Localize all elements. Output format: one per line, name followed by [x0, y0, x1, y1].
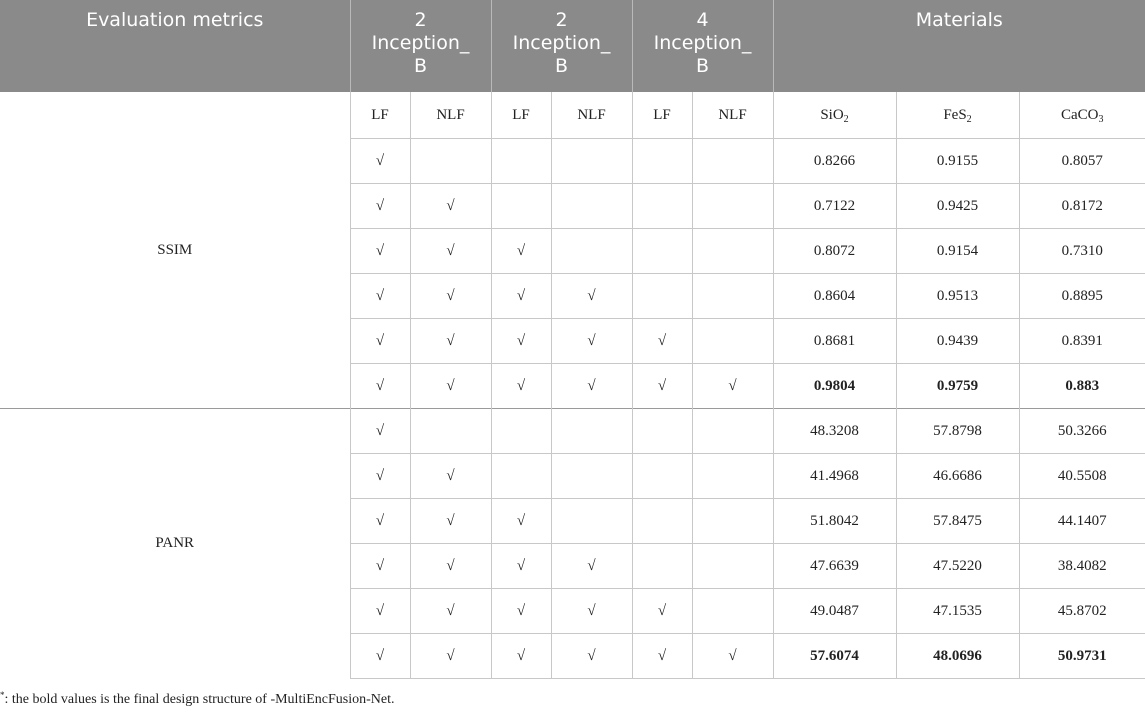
check-cell — [632, 274, 692, 319]
check-cell: √ — [491, 364, 551, 409]
value-cell: 0.7310 — [1019, 229, 1145, 274]
check-cell — [491, 409, 551, 454]
check-cell — [551, 139, 632, 184]
check-cell: √ — [491, 274, 551, 319]
group-label-panr: PANR — [0, 409, 350, 679]
value-cell: 57.8798 — [896, 409, 1019, 454]
check-cell — [632, 454, 692, 499]
check-cell — [551, 499, 632, 544]
value-cell: 47.6639 — [773, 544, 896, 589]
check-cell — [632, 184, 692, 229]
check-cell — [410, 409, 491, 454]
subheader-caco3: CaCO$_3$ — [1019, 92, 1145, 139]
check-cell — [692, 409, 773, 454]
check-cell: √ — [692, 364, 773, 409]
footnote-mark: * — [0, 690, 5, 700]
check-cell — [551, 409, 632, 454]
check-cell: √ — [410, 454, 491, 499]
subheader-sio2: SiO$_2$ — [773, 92, 896, 139]
group-label-ssim: SSIM — [157, 241, 193, 258]
check-cell: √ — [491, 319, 551, 364]
subheader-nlf-3: NLF — [692, 92, 773, 139]
value-cell: 0.9154 — [896, 229, 1019, 274]
header-block-3: 4 Inception_ B — [632, 0, 773, 92]
table-body — [0, 92, 1145, 679]
check-cell: √ — [551, 364, 632, 409]
check-cell: √ — [410, 544, 491, 589]
value-cell: 0.8057 — [1019, 139, 1145, 184]
check-cell: √ — [350, 364, 410, 409]
check-cell — [551, 184, 632, 229]
check-cell: √ — [350, 589, 410, 634]
check-cell: √ — [692, 634, 773, 679]
check-cell: √ — [350, 634, 410, 679]
footnote-text: : the bold values is the final design structure of -MultiEncFusion-Net. — [4, 692, 395, 707]
check-cell: √ — [410, 184, 491, 229]
value-cell: 0.9759 — [896, 364, 1019, 409]
check-cell: √ — [491, 229, 551, 274]
value-cell: 0.8266 — [773, 139, 896, 184]
check-cell: √ — [410, 364, 491, 409]
check-cell — [632, 139, 692, 184]
check-cell — [491, 454, 551, 499]
check-cell — [551, 229, 632, 274]
check-cell — [692, 499, 773, 544]
subheader-lf-2: LF — [491, 92, 551, 139]
check-cell: √ — [551, 319, 632, 364]
subheader-nlf-1: NLF — [410, 92, 491, 139]
check-cell — [692, 139, 773, 184]
subheader-nlf-2: NLF — [551, 92, 632, 139]
value-cell: 0.8681 — [773, 319, 896, 364]
value-cell: 44.1407 — [1019, 499, 1145, 544]
check-cell: √ — [350, 319, 410, 364]
check-cell: √ — [551, 544, 632, 589]
subheader-lf-1: LF — [350, 92, 410, 139]
value-cell: 0.9804 — [773, 364, 896, 409]
footnote — [0, 692, 394, 708]
header-block-2: 2 Inception_ B — [491, 0, 632, 92]
check-cell — [491, 139, 551, 184]
check-cell — [632, 499, 692, 544]
check-cell — [632, 544, 692, 589]
check-cell — [410, 139, 491, 184]
check-cell — [692, 589, 773, 634]
value-cell: 46.6686 — [896, 454, 1019, 499]
value-cell: 0.8391 — [1019, 319, 1145, 364]
value-cell: 0.9439 — [896, 319, 1019, 364]
value-cell: 48.3208 — [773, 409, 896, 454]
value-cell: 0.9155 — [896, 139, 1019, 184]
check-cell: √ — [350, 184, 410, 229]
check-cell — [692, 184, 773, 229]
header-evaluation-metrics: Evaluation metrics — [0, 0, 350, 92]
check-cell: √ — [632, 364, 692, 409]
value-cell: 0.9425 — [896, 184, 1019, 229]
check-cell: √ — [350, 544, 410, 589]
check-cell: √ — [350, 499, 410, 544]
subheader-fes2: FeS$_2$ — [896, 92, 1019, 139]
check-cell — [692, 274, 773, 319]
value-cell: 57.6074 — [773, 634, 896, 679]
table-row — [0, 409, 1145, 454]
check-cell: √ — [350, 229, 410, 274]
value-cell: 47.1535 — [896, 589, 1019, 634]
value-cell: 49.0487 — [773, 589, 896, 634]
value-cell: 48.0696 — [896, 634, 1019, 679]
value-cell: 41.4968 — [773, 454, 896, 499]
check-cell: √ — [410, 634, 491, 679]
header-materials: Materials — [773, 0, 1145, 92]
subheader-row — [0, 92, 1145, 139]
check-cell: √ — [350, 274, 410, 319]
value-cell: 0.9513 — [896, 274, 1019, 319]
check-cell: √ — [551, 634, 632, 679]
check-cell — [551, 454, 632, 499]
value-cell: 0.7122 — [773, 184, 896, 229]
subheader-lf-3: LF — [632, 92, 692, 139]
value-cell: 47.5220 — [896, 544, 1019, 589]
value-cell: 40.5508 — [1019, 454, 1145, 499]
check-cell — [632, 409, 692, 454]
value-cell: 57.8475 — [896, 499, 1019, 544]
check-cell: √ — [632, 589, 692, 634]
value-cell: 51.8042 — [773, 499, 896, 544]
check-cell: √ — [551, 589, 632, 634]
check-cell: √ — [491, 544, 551, 589]
check-cell: √ — [350, 139, 410, 184]
header-row — [0, 0, 1145, 92]
header-block-1: 2 Inception_ B — [350, 0, 491, 92]
check-cell: √ — [632, 319, 692, 364]
value-cell: 50.3266 — [1019, 409, 1145, 454]
check-cell — [632, 229, 692, 274]
value-cell: 45.8702 — [1019, 589, 1145, 634]
check-cell — [692, 454, 773, 499]
check-cell: √ — [491, 634, 551, 679]
check-cell — [692, 319, 773, 364]
value-cell: 38.4082 — [1019, 544, 1145, 589]
check-cell: √ — [410, 499, 491, 544]
check-cell: √ — [551, 274, 632, 319]
check-cell: √ — [410, 319, 491, 364]
value-cell: 50.9731 — [1019, 634, 1145, 679]
check-cell: √ — [491, 589, 551, 634]
check-cell — [692, 544, 773, 589]
check-cell: √ — [491, 499, 551, 544]
value-cell: 0.883 — [1019, 364, 1145, 409]
check-cell: √ — [350, 409, 410, 454]
value-cell: 0.8072 — [773, 229, 896, 274]
check-cell — [491, 184, 551, 229]
value-cell: 0.8895 — [1019, 274, 1145, 319]
check-cell — [692, 229, 773, 274]
check-cell: √ — [350, 454, 410, 499]
check-cell: √ — [632, 634, 692, 679]
check-cell: √ — [410, 274, 491, 319]
check-cell: √ — [410, 229, 491, 274]
check-cell: √ — [410, 589, 491, 634]
value-cell: 0.8604 — [773, 274, 896, 319]
value-cell: 0.8172 — [1019, 184, 1145, 229]
